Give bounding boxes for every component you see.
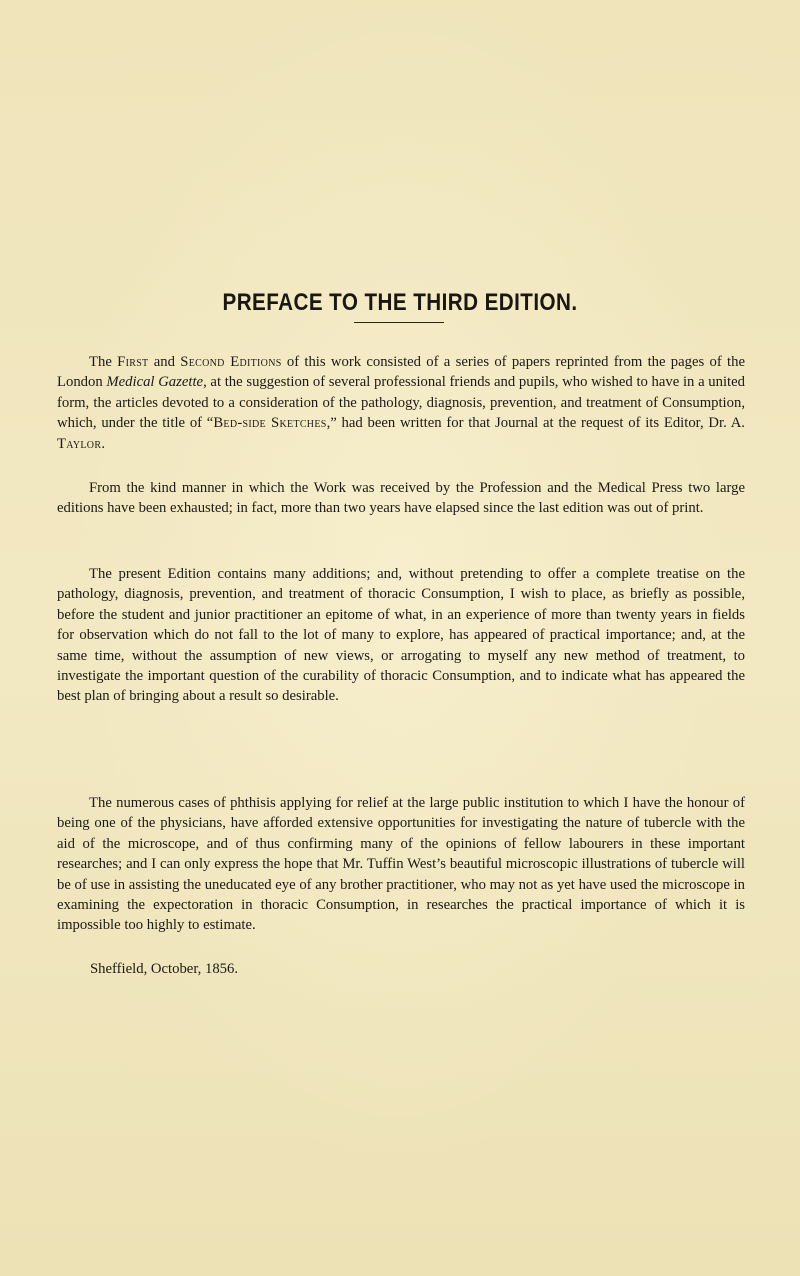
p1-text-3: of this work consisted of a series of papers reprinted from the pages of the London [57,354,745,391]
p1-text-6: . [101,435,105,452]
paragraph-microscope-research: The numerous cases of phthisis applying for relief at the large public institution to which I have the honour of being one of the physicians, have afforded extensive opportunities for investigating the nature of tubercle with the aid of the microscope, and of thus confirming many of the opinions of fellow labourers in these important researches; and I can only express the hope that Mr. Tuffin West’s beautiful microscopic illustrations of tubercle will be of use in assisting the uneducated eye of any brother practitioner, who may not as yet have used the microscope in examining the expectoration in thoracic Consumption, in researches the practical importance of which it is impossible too highly to estimate. [57,795,745,934]
journal-title: Medical Gazette [106,374,204,391]
page-title: PREFACE TO THE THIRD EDITION. [222,289,578,316]
place-date-signoff: Sheffield, October, 1856. [90,961,239,977]
title-rule-divider [354,322,444,323]
first-edition-term: First [117,354,149,370]
paragraph-editions-history [57,352,745,454]
p1-text-1: The [89,354,118,370]
paragraph-present-edition: The present Edition contains many additions; and, without pretending to offer a complete treatise on the pathology, diagnosis, prevention, and treatment of thoracic Consumption, I wish to place, as briefly as possible, before the student and junior practitioner an epitome of what, in an experience of more than twenty years in fields for observation which do not fall to the lot of many to explore, has appeared of practical importance; and, at the same time, without the assumption of new views, or arrogating to myself any new method of treatment, to investigate the important question of the curability of thoracic Consumption, and to indicate what has appeared the best plan of bringing about a result so desirable. [57,566,745,705]
paragraph-reception: From the kind manner in which the Work was received by the Profession and the Medical Press two large editions have been exhausted; in fact, more than two years have elapsed since the last edition was out of print. [57,480,745,517]
bedside-sketches-title: Bed-side Sketches [213,415,327,432]
p1-text-2: and [148,354,181,370]
p1-text-5: ,” had been written for that Journal at the request of its Editor, Dr. A. [326,415,745,432]
editor-name: Taylor [57,435,102,452]
second-editions-term: Second Editions [180,354,282,370]
p1-text-4: , at the suggestion of several professional friends and pupils, who wished to have in a united form, the articles devoted to a consideration of the pathology, diagnosis, prevention, and treatment of Consumption, which, under the title of “ [57,374,745,432]
